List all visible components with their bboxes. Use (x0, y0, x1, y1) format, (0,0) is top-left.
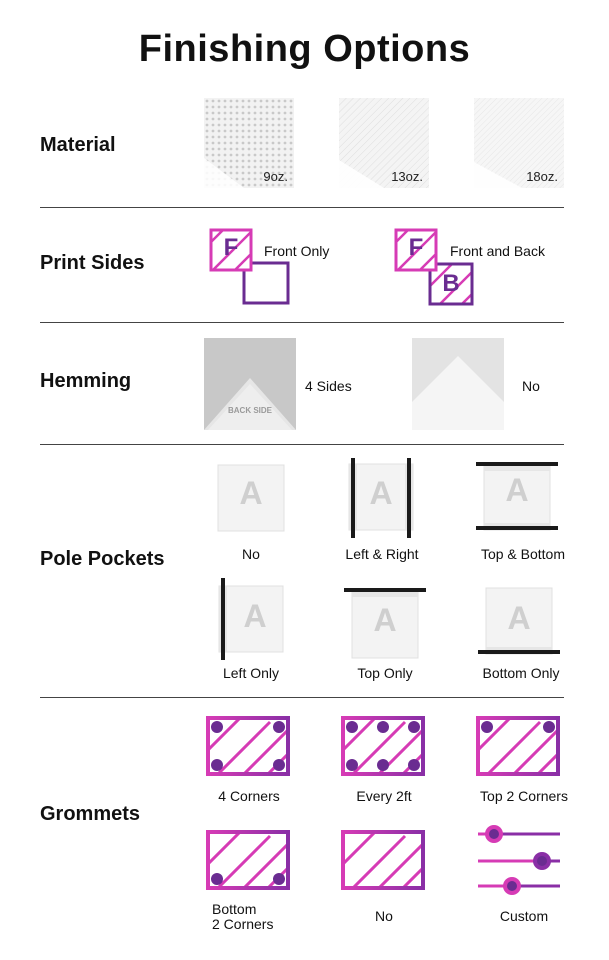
section-divider (40, 322, 564, 323)
print-sides-section-label: Print Sides (40, 252, 145, 274)
grommet-label-line: Bottom (212, 901, 257, 917)
pole-pocket-option-left-only[interactable] (211, 578, 291, 660)
grommet-option-custom[interactable] (474, 822, 564, 898)
grommet-label: Custom (499, 908, 549, 924)
back-badge: B (442, 270, 460, 297)
print-option-front-and-back[interactable] (392, 226, 482, 310)
grommet-bottom-2-corners-icon (204, 828, 294, 894)
grommet-label (212, 902, 273, 932)
grommet-4-corners-icon (204, 714, 294, 780)
back-side-text: BACK SIDE (228, 406, 273, 415)
material-option-13oz[interactable] (339, 98, 429, 188)
hemming-option-no[interactable] (412, 338, 504, 430)
pole-pocket-option-left-right[interactable] (341, 458, 421, 538)
section-divider (40, 207, 564, 208)
sample-letter: A (369, 475, 393, 511)
grommet-option-bottom-2-corners[interactable] (204, 828, 294, 894)
hemmed-banner-image (204, 338, 296, 430)
pole-pocket-option-top-only[interactable] (342, 586, 428, 662)
grommets-section-label: Grommets (40, 803, 141, 825)
hemming-option-label: 4 Sides (305, 378, 352, 394)
material-section-label: Material (40, 134, 116, 156)
pole-pocket-label: Top & Bottom (480, 546, 566, 562)
pole-pocket-label: No (242, 546, 260, 562)
material-label: 18oz. (526, 169, 558, 184)
grommet-label: No (375, 908, 393, 924)
grommet-none-icon (339, 828, 429, 894)
front-badge: F (408, 234, 424, 261)
section-divider (40, 697, 564, 698)
page-title: Finishing Options (138, 28, 471, 70)
sample-letter: A (507, 600, 531, 636)
sample-letter: A (373, 602, 397, 638)
hemming-option-4-sides[interactable] (204, 338, 296, 430)
grommet-label-line: 2 Corners (212, 916, 274, 932)
material-label: 13oz. (391, 169, 423, 184)
sliders-icon (474, 822, 564, 898)
section-divider (40, 444, 564, 445)
material-option-9oz[interactable] (204, 98, 294, 188)
pole-pocket-option-no[interactable] (216, 463, 286, 533)
pole-pocket-label: Top Only (357, 665, 413, 681)
grommet-option-every-2ft[interactable] (339, 714, 429, 780)
pole-pockets-section-label: Pole Pockets (40, 548, 165, 570)
hemming-section-label: Hemming (40, 370, 132, 392)
material-option-18oz[interactable] (474, 98, 564, 188)
grommet-label: 4 Corners (218, 788, 280, 804)
grommet-label: Top 2 Corners (480, 788, 568, 804)
front-badge: F (223, 234, 239, 261)
grommet-top-2-corners-icon (474, 714, 564, 780)
grommet-option-no[interactable] (339, 828, 429, 894)
grommet-option-4-corners[interactable] (204, 714, 294, 780)
pole-pocket-option-top-bottom[interactable] (474, 458, 560, 536)
pole-pocket-label: Left Only (222, 665, 280, 681)
print-option-label: Front Only (264, 243, 330, 259)
grommet-option-top-2-corners[interactable] (474, 714, 564, 780)
sample-letter: A (505, 472, 529, 508)
grommet-every-2ft-icon (339, 714, 429, 780)
sample-letter: A (243, 598, 267, 634)
grommet-label: Every 2ft (356, 788, 412, 804)
pole-pocket-label: Left & Right (345, 546, 419, 562)
print-option-front-only[interactable] (207, 226, 297, 306)
unhemmed-banner-image (412, 338, 504, 430)
print-option-label: Front and Back (450, 243, 545, 259)
pole-pocket-label: Bottom Only (482, 665, 560, 681)
sample-letter: A (239, 475, 263, 511)
hemming-option-label: No (522, 378, 540, 394)
material-label: 9oz. (263, 169, 288, 184)
pole-pocket-option-bottom-only[interactable] (476, 586, 562, 662)
